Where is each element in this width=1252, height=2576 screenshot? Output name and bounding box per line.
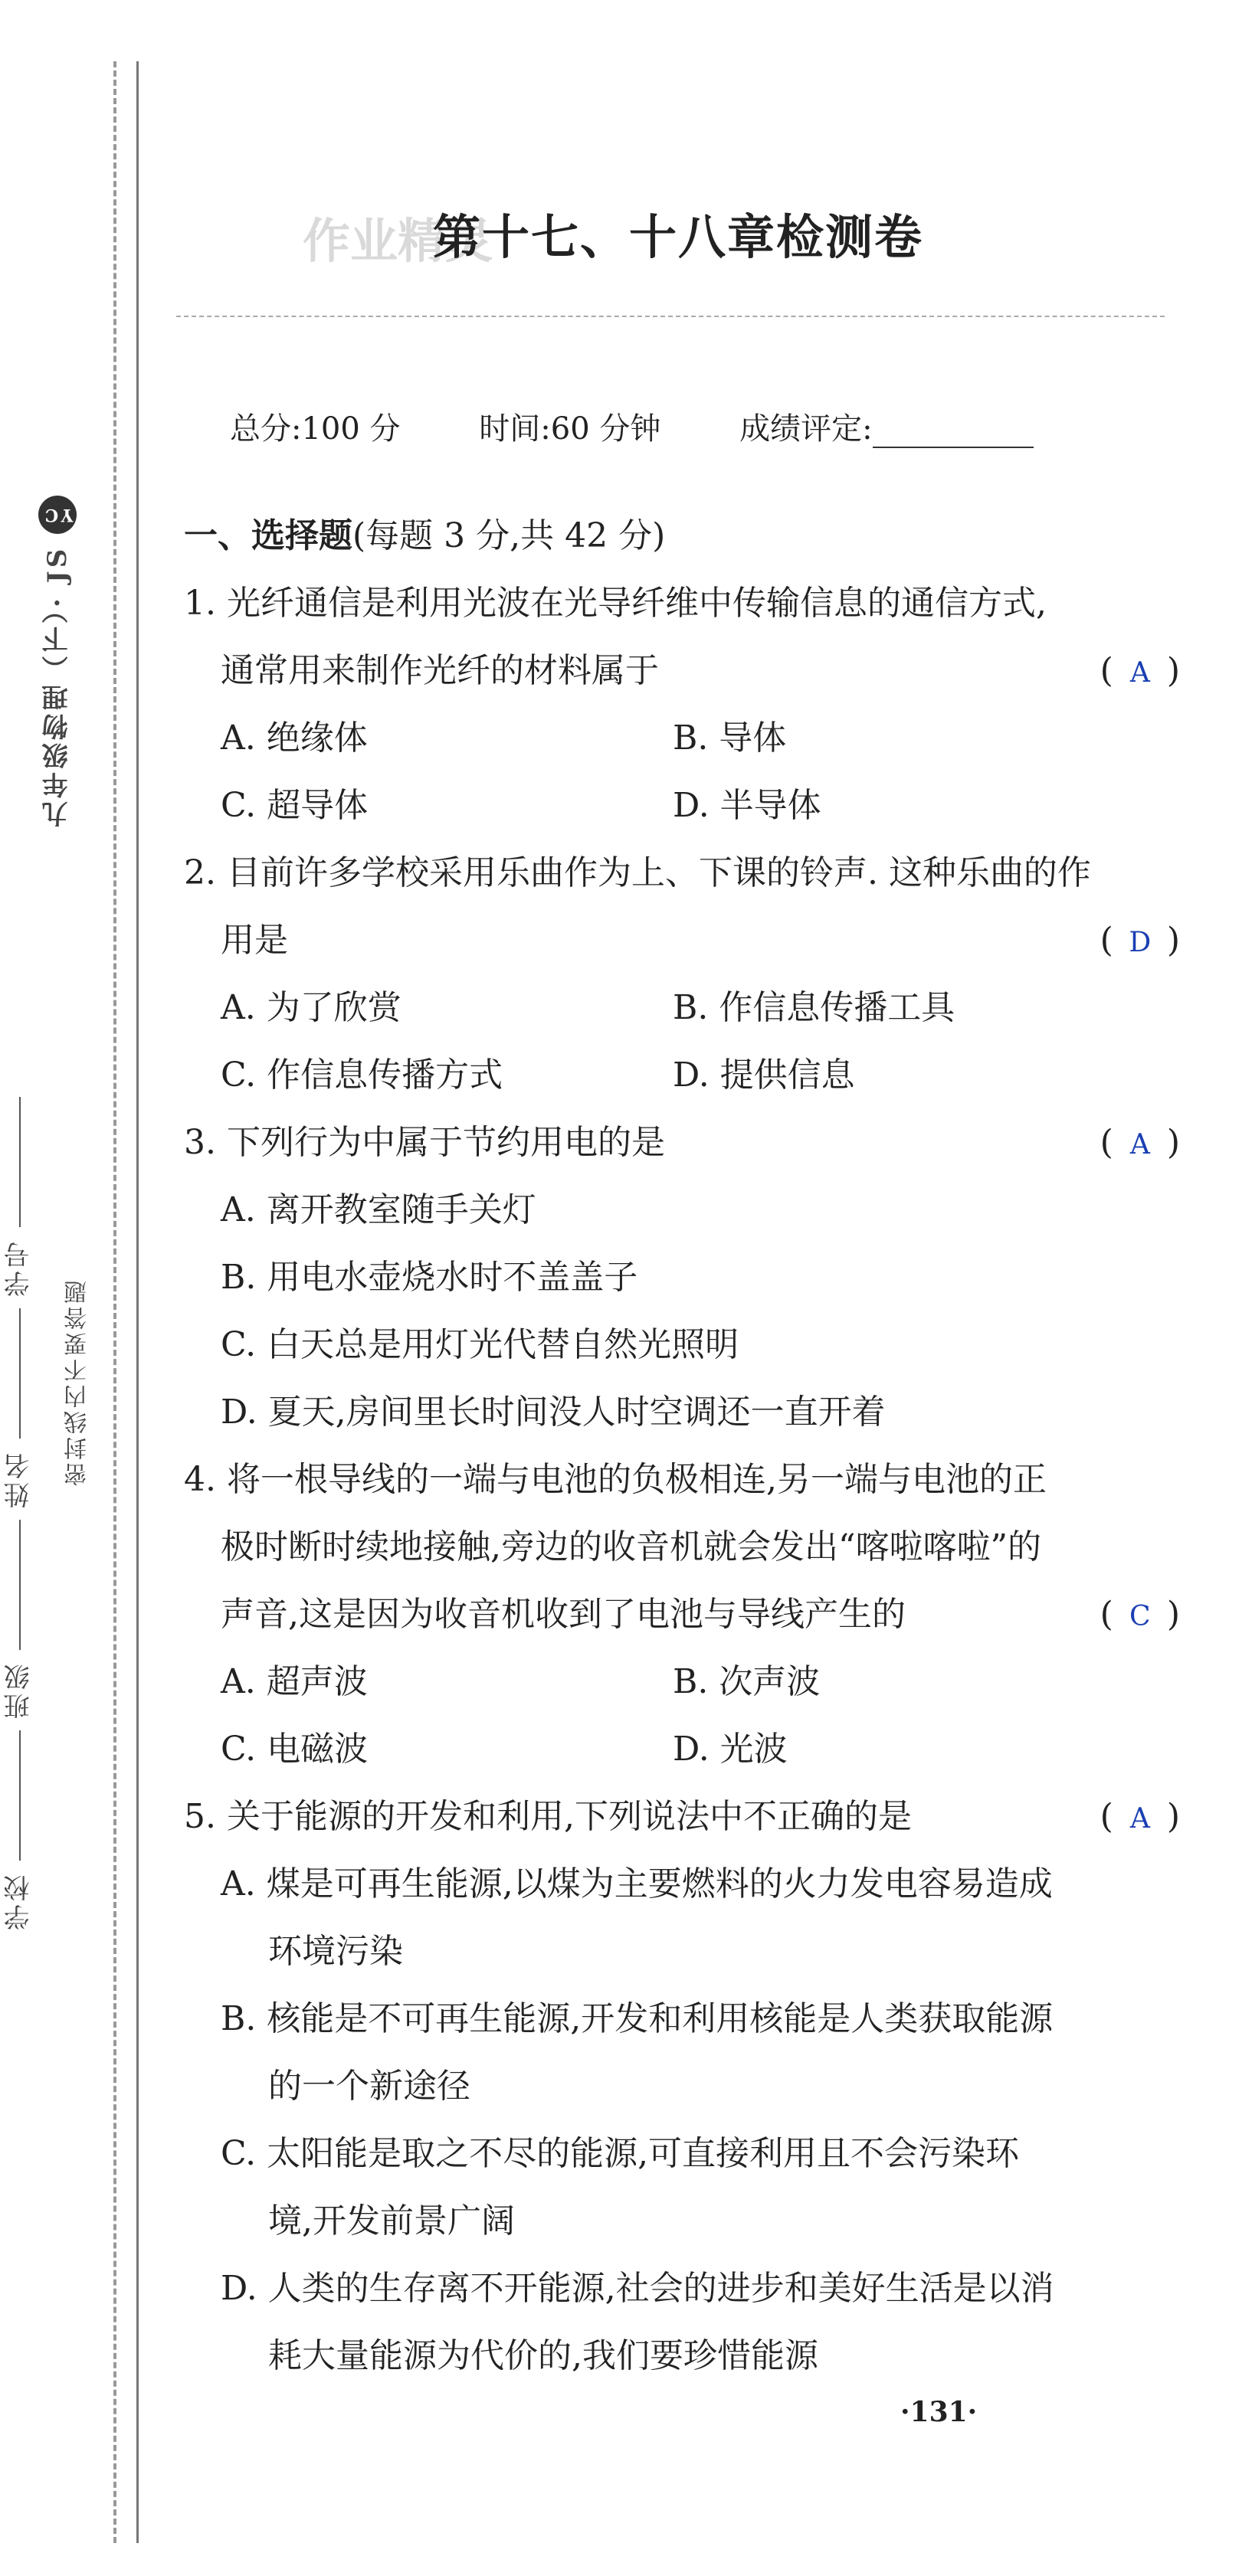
section-heading	[184, 502, 1180, 570]
page-number: ·131·	[900, 2396, 978, 2428]
answer-1: ( A )	[1100, 651, 1180, 690]
grade-label: 成绩评定:	[739, 411, 873, 447]
question-section	[184, 502, 1180, 2390]
yc-badge: YC	[38, 496, 77, 534]
question-5-option: C. 太阳能是取之不尽的能源,可直接利用且不会污染环	[221, 2134, 1020, 2173]
watermark: 作业精灵	[303, 213, 493, 269]
question-2-options: A. 为了欣赏 B. 作信息传播工具	[221, 988, 955, 1027]
question-5-option: A. 煤是可再生能源,以煤为主要燃料的火力发电容易造成	[221, 1864, 1053, 1903]
question-1-stem: 1. 光纤通信是利用光波在光导纤维中传输信息的通信方式,	[184, 584, 1047, 623]
answer-2: ( D )	[1100, 921, 1180, 960]
question-3-option: B. 用电水壶烧水时不盖盖子	[221, 1258, 638, 1297]
name-blank	[18, 1308, 21, 1439]
question-3-option: A. 离开教室随手关灯	[221, 1190, 536, 1229]
student-id-blank	[18, 1097, 21, 1227]
question-2-stem: 2. 目前许多学校采用乐曲作为上、下课的铃声. 这种乐曲的作	[184, 853, 1091, 892]
question-5-option: 耗大量能源为代价的,我们要珍惜能源	[268, 2336, 818, 2375]
question-1-options: C. 超导体 D. 半导体	[221, 786, 821, 825]
grade-blank	[873, 417, 1034, 448]
field-class: 班级	[4, 1661, 34, 1720]
question-1-options: A. 绝缘体 B. 导体	[221, 718, 787, 758]
question-3-option: D. 夏天,房间里长时间没人时空调还一直开着	[221, 1393, 886, 1432]
answer-4: ( C )	[1100, 1595, 1180, 1634]
question-3-option: C. 白天总是用灯光代替自然光照明	[221, 1325, 739, 1364]
answer-3: ( A )	[1100, 1123, 1180, 1162]
binding-solid-line	[136, 61, 139, 2543]
answer-5: ( A )	[1100, 1797, 1180, 1836]
question-4-stem: 极时断时续地接触,旁边的收音机就会发出“喀啦喀啦”的	[221, 1527, 1041, 1566]
field-name: 姓名	[4, 1449, 34, 1508]
question-1-stem: 通常用来制作光纤的材料属于 ( A )	[184, 637, 1180, 705]
series-label	[38, 214, 77, 827]
class-blank	[18, 1520, 21, 1650]
question-4-options: C. 电磁波 D. 光波	[221, 1730, 788, 1769]
seal-note: 密封线内不要答题	[64, 1278, 91, 1486]
question-2-stem: 用是 ( D )	[184, 907, 1180, 974]
section-title: 一、选择题	[184, 516, 352, 555]
question-2-options: C. 作信息传播方式 D. 提供信息	[221, 1056, 855, 1095]
question-5-option: D. 人类的生存离不开能源,社会的进步和美好生活是以消	[221, 2269, 1054, 2308]
total-score: 总分:100 分	[230, 411, 401, 447]
title-divider	[176, 316, 1165, 317]
section-note: (每题 3 分,共 42 分)	[352, 516, 666, 555]
page-title: 第十七、十八章检测卷	[432, 209, 923, 265]
exam-info	[230, 404, 1103, 448]
binding-dashed-line	[113, 61, 116, 2543]
question-5-option: 环境污染	[268, 1932, 403, 1971]
exam-time: 时间:60 分钟	[479, 411, 661, 447]
field-school: 学校	[4, 1872, 34, 1930]
question-5-option: 境,开发前景广阔	[268, 2201, 515, 2240]
question-4-stem: 声音,这是因为收音机收到了电池与导线产生的 ( C )	[184, 1581, 1180, 1648]
question-5-stem: 5. 关于能源的开发和利用,下列说法中不正确的是 ( A )	[184, 1783, 1180, 1851]
question-5-option: B. 核能是不可再生能源,开发和利用核能是人类获取能源	[221, 1999, 1054, 2038]
question-4-stem: 4. 将一根导线的一端与电池的负极相连,另一端与电池的正	[184, 1460, 1047, 1499]
field-student-id: 学号	[4, 1239, 34, 1298]
school-blank	[18, 1730, 21, 1861]
series-text: 九年级物理（下）· JS	[42, 545, 73, 827]
question-4-options: A. 超声波 B. 次声波	[221, 1662, 821, 1701]
question-5-option: 的一个新途径	[268, 2067, 470, 2106]
student-fields	[0, 766, 38, 1930]
question-3-stem: 3. 下列行为中属于节约用电的是 ( A )	[184, 1109, 1180, 1177]
